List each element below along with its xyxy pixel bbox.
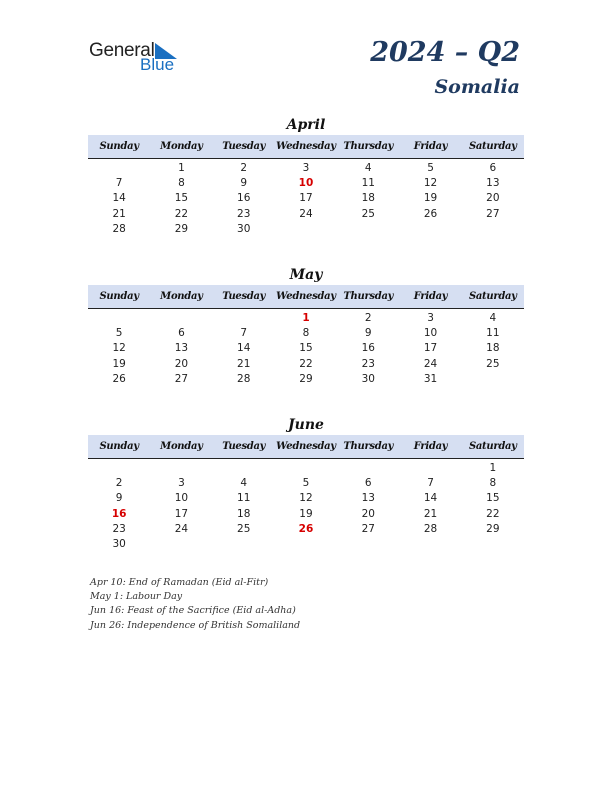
holiday-notes xyxy=(90,576,300,633)
day-cell: 28 xyxy=(423,522,438,535)
month-name: June xyxy=(288,417,324,433)
day-cell: 8 xyxy=(178,177,185,190)
empty-cell xyxy=(399,537,461,552)
day-cell: 30 xyxy=(237,222,251,235)
day-cell: 16 xyxy=(237,192,251,205)
empty-cell xyxy=(337,222,399,237)
day-cell: 13 xyxy=(486,177,500,190)
day-cell: 29 xyxy=(486,522,500,535)
day-cell: 6 xyxy=(364,477,372,490)
holiday-day-cell: 1 xyxy=(302,312,310,324)
day-cell: 22 xyxy=(174,207,189,220)
day-cell: 17 xyxy=(423,342,438,355)
week-row xyxy=(88,357,524,372)
day-cell: 20 xyxy=(486,192,500,205)
empty-cell xyxy=(275,222,337,237)
day-cell: 7 xyxy=(115,177,123,190)
month-grid xyxy=(88,459,524,552)
day-cell: 26 xyxy=(423,207,438,220)
week-row xyxy=(88,522,524,537)
day-cell: 9 xyxy=(115,492,123,505)
empty-cell xyxy=(275,461,337,476)
week-row xyxy=(88,507,524,522)
weekday-tuesday: Tuesday xyxy=(222,141,266,152)
month-june xyxy=(88,416,524,552)
weekday-thursday: Thursday xyxy=(343,141,394,152)
empty-cell xyxy=(399,461,461,476)
day-cell: 22 xyxy=(486,507,500,520)
logo-word-blue: Blue xyxy=(140,55,175,74)
day-cell: 10 xyxy=(423,327,438,340)
day-cell: 21 xyxy=(112,207,126,220)
day-cell: 11 xyxy=(237,492,251,505)
day-cell: 28 xyxy=(237,372,251,385)
weekday-saturday: Saturday xyxy=(468,441,517,452)
day-cell: 6 xyxy=(178,327,185,340)
day-cell: 26 xyxy=(112,372,126,385)
month-april xyxy=(88,116,524,237)
day-cell: 30 xyxy=(112,537,126,550)
empty-cell xyxy=(88,161,150,176)
weekday-wednesday: Wednesday xyxy=(276,291,336,302)
week-row xyxy=(88,207,524,222)
week-row xyxy=(88,311,524,326)
day-cell: 3 xyxy=(427,312,434,324)
month-grid xyxy=(88,309,524,387)
day-cell: 5 xyxy=(302,477,310,490)
empty-cell xyxy=(275,537,337,552)
weekday-header xyxy=(88,435,524,459)
empty-cell xyxy=(213,311,275,326)
week-row xyxy=(88,537,524,552)
day-cell: 4 xyxy=(364,162,372,174)
week-row xyxy=(88,372,524,387)
day-cell: 31 xyxy=(423,372,438,385)
empty-cell xyxy=(462,372,524,387)
empty-cell xyxy=(88,311,150,326)
day-cell: 12 xyxy=(423,177,438,190)
week-row xyxy=(88,176,524,191)
logo-word-general: General xyxy=(89,40,155,61)
day-cell: 10 xyxy=(174,492,189,505)
weekday-tuesday: Tuesday xyxy=(222,441,266,452)
day-cell: 13 xyxy=(361,492,375,505)
week-row xyxy=(88,326,524,341)
day-cell: 21 xyxy=(423,507,438,520)
holiday-note: Apr 10: End of Ramadan (Eid al-Fitr) xyxy=(90,577,269,588)
day-cell: 6 xyxy=(489,162,497,174)
page-title: 2024 – Q2 xyxy=(370,37,520,68)
weekday-header xyxy=(88,135,524,159)
holiday-note: Jun 26: Independence of British Somaliland xyxy=(90,619,301,631)
empty-cell xyxy=(337,537,399,552)
day-cell: 27 xyxy=(361,522,375,535)
day-cell: 20 xyxy=(174,357,189,370)
weekday-saturday: Saturday xyxy=(468,291,517,302)
holiday-note: Jun 16: Feast of the Sacrifice (Eid al-Adha) xyxy=(90,605,296,617)
day-cell: 21 xyxy=(237,357,251,370)
day-cell: 7 xyxy=(427,477,434,490)
generalblue-logo xyxy=(89,40,189,76)
day-cell: 25 xyxy=(237,522,251,535)
day-cell: 24 xyxy=(423,357,438,370)
weekday-thursday: Thursday xyxy=(343,441,394,452)
day-cell: 19 xyxy=(112,357,126,370)
weekday-wednesday: Wednesday xyxy=(276,141,336,152)
month-grid xyxy=(88,159,524,237)
day-cell: 22 xyxy=(299,357,313,370)
weekday-saturday: Saturday xyxy=(468,141,517,152)
weekday-sunday: Sunday xyxy=(99,441,139,452)
day-cell: 1 xyxy=(178,162,185,174)
day-cell: 8 xyxy=(489,477,497,490)
day-cell: 4 xyxy=(240,477,248,490)
day-cell: 8 xyxy=(302,327,310,340)
day-cell: 16 xyxy=(361,342,375,355)
weekday-friday: Friday xyxy=(413,291,448,302)
weekday-wednesday: Wednesday xyxy=(276,441,336,452)
empty-cell xyxy=(150,461,212,476)
month-name: May xyxy=(289,267,323,283)
day-cell: 23 xyxy=(361,357,375,370)
day-cell: 24 xyxy=(174,522,189,535)
empty-cell xyxy=(150,537,212,552)
day-cell: 18 xyxy=(486,342,500,355)
day-cell: 18 xyxy=(237,507,251,520)
day-cell: 4 xyxy=(489,312,497,324)
day-cell: 20 xyxy=(361,507,375,520)
day-cell: 24 xyxy=(299,207,313,220)
day-cell: 2 xyxy=(115,477,123,490)
day-cell: 12 xyxy=(299,492,313,505)
day-cell: 25 xyxy=(486,357,500,370)
week-row xyxy=(88,341,524,356)
day-cell: 15 xyxy=(486,492,500,505)
day-cell: 1 xyxy=(489,462,497,474)
weekday-friday: Friday xyxy=(413,441,448,452)
day-cell: 14 xyxy=(423,492,438,505)
month-may xyxy=(88,266,524,387)
weekday-thursday: Thursday xyxy=(343,291,394,302)
empty-cell xyxy=(399,222,461,237)
day-cell: 28 xyxy=(112,222,126,235)
week-row xyxy=(88,222,524,237)
day-cell: 25 xyxy=(361,207,375,220)
weekday-header xyxy=(88,285,524,309)
empty-cell xyxy=(213,537,275,552)
empty-cell xyxy=(462,537,524,552)
day-cell: 29 xyxy=(299,372,313,385)
weekday-monday: Monday xyxy=(160,141,203,152)
day-cell: 23 xyxy=(112,522,126,535)
empty-cell xyxy=(337,461,399,476)
day-cell: 12 xyxy=(112,342,126,355)
week-row xyxy=(88,461,524,476)
day-cell: 3 xyxy=(178,477,185,490)
day-cell: 7 xyxy=(240,327,248,340)
day-cell: 14 xyxy=(112,192,126,205)
day-cell: 5 xyxy=(427,162,434,174)
week-row xyxy=(88,191,524,206)
holiday-note: May 1: Labour Day xyxy=(90,591,183,603)
holiday-day-cell: 26 xyxy=(298,522,314,535)
day-cell: 9 xyxy=(240,177,248,190)
week-row xyxy=(88,476,524,491)
empty-cell xyxy=(150,311,212,326)
day-cell: 27 xyxy=(174,372,189,385)
day-cell: 23 xyxy=(237,207,251,220)
day-cell: 29 xyxy=(174,222,189,235)
day-cell: 19 xyxy=(423,192,438,205)
day-cell: 27 xyxy=(486,207,500,220)
month-name: April xyxy=(286,117,326,133)
day-cell: 13 xyxy=(174,342,189,355)
weekday-sunday: Sunday xyxy=(99,141,139,152)
day-cell: 19 xyxy=(299,507,313,520)
day-cell: 11 xyxy=(361,177,375,190)
country-name: Somalia xyxy=(434,76,520,98)
empty-cell xyxy=(88,461,150,476)
week-row xyxy=(88,491,524,506)
day-cell: 14 xyxy=(237,342,251,355)
day-cell: 11 xyxy=(486,327,500,340)
day-cell: 2 xyxy=(240,162,248,174)
day-cell: 2 xyxy=(364,312,372,324)
empty-cell xyxy=(213,461,275,476)
day-cell: 5 xyxy=(115,327,123,340)
empty-cell xyxy=(462,222,524,237)
weekday-monday: Monday xyxy=(160,441,203,452)
weekday-friday: Friday xyxy=(413,141,448,152)
day-cell: 3 xyxy=(302,162,310,174)
weekday-monday: Monday xyxy=(160,291,203,302)
day-cell: 18 xyxy=(361,192,375,205)
day-cell: 17 xyxy=(299,192,313,205)
holiday-day-cell: 16 xyxy=(111,507,127,520)
day-cell: 15 xyxy=(174,192,189,205)
day-cell: 17 xyxy=(174,507,189,520)
week-row xyxy=(88,161,524,176)
day-cell: 15 xyxy=(299,342,313,355)
weekday-sunday: Sunday xyxy=(99,291,139,302)
weekday-tuesday: Tuesday xyxy=(222,291,266,302)
holiday-day-cell: 10 xyxy=(298,177,314,190)
day-cell: 30 xyxy=(361,372,375,385)
day-cell: 9 xyxy=(364,327,372,340)
